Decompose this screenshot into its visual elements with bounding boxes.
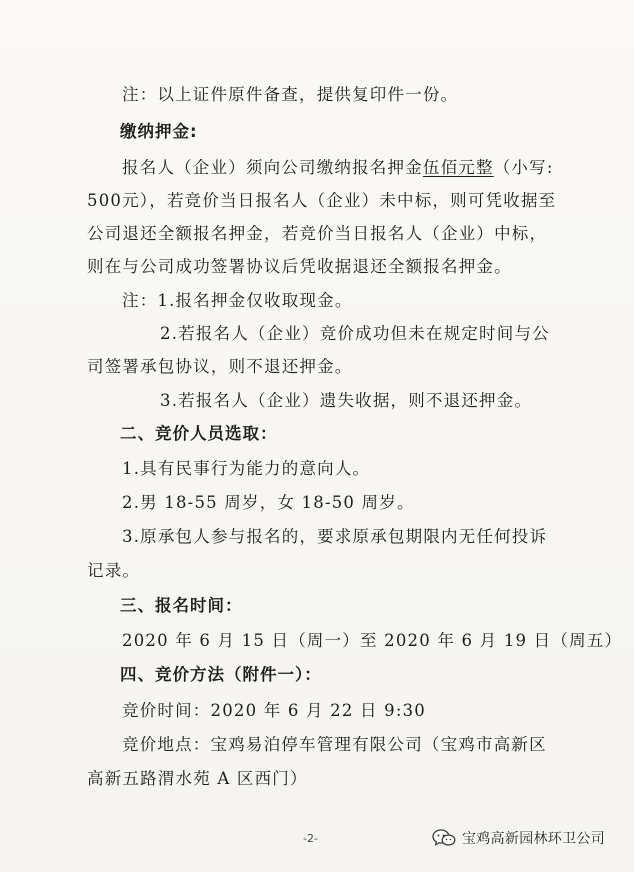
deposit-amount: 伍佰元整	[422, 158, 494, 177]
deposit-note-1: 注：1.报名押金仅收取现金。	[122, 291, 353, 310]
section-3-heading: 三、报名时间：	[120, 596, 243, 615]
deposit-note-3: 3.若报名人（企业）遗失收据，则不退还押金。	[160, 391, 533, 410]
watermark-text: 宝鸡高新园林环卫公司	[462, 831, 605, 847]
page-number: -2-	[303, 832, 318, 845]
section-2-heading: 二、竞价人员选取：	[120, 424, 278, 443]
wechat-icon	[432, 829, 456, 847]
watermark	[432, 828, 605, 848]
section-4-place-line-2: 高新五路渭水苑 A 区西门）	[87, 769, 308, 788]
section-4-place-line-1: 竞价地点：宝鸡易泊停车管理有限公司（宝鸡市高新区	[122, 735, 547, 754]
deposit-text-b: （小写:	[493, 158, 554, 177]
deposit-paragraph-line-3: 公司退还全额报名押金，若竞价当日报名人（企业）中标，	[87, 224, 548, 243]
deposit-paragraph-line-1	[122, 157, 554, 179]
deposit-paragraph-line-2: 500元），若竞价当日报名人（企业）未中标，则可凭收据至	[87, 191, 557, 210]
section-4-heading: 四、竞价方法（附件一）：	[120, 665, 322, 684]
section-2-item-3-line-1: 3.原承包人参与报名的，要求原承包期限内无任何投诉	[122, 527, 548, 546]
deposit-text-a: 报名人（企业）须向公司缴纳报名押金	[122, 158, 423, 177]
deposit-paragraph-line-4: 则在与公司成功签署协议后凭收据退还全额报名押金。	[87, 257, 512, 276]
deposit-heading: 缴纳押金:	[120, 122, 198, 141]
section-3-dates: 2020 年 6 月 15 日（周一）至 2020 年 6 月 19 日（周五）	[122, 631, 623, 650]
deposit-note-2-line-2: 司签署承包协议，则不退还押金。	[87, 357, 353, 376]
section-2-item-3-line-2: 记录。	[87, 561, 141, 580]
section-2-item-2: 2.男 18-55 周岁，女 18-50 周岁。	[122, 493, 415, 512]
note-certificates: 注：以上证件原件备查，提供复印件一份。	[122, 85, 459, 104]
section-4-time: 竞价时间：2020 年 6 月 22 日 9:30	[122, 701, 427, 720]
section-2-item-1: 1.具有民事行为能力的意向人。	[122, 459, 371, 478]
deposit-note-2-line-1: 2.若报名人（企业）竞价成功但未在规定时间与公	[160, 324, 550, 343]
